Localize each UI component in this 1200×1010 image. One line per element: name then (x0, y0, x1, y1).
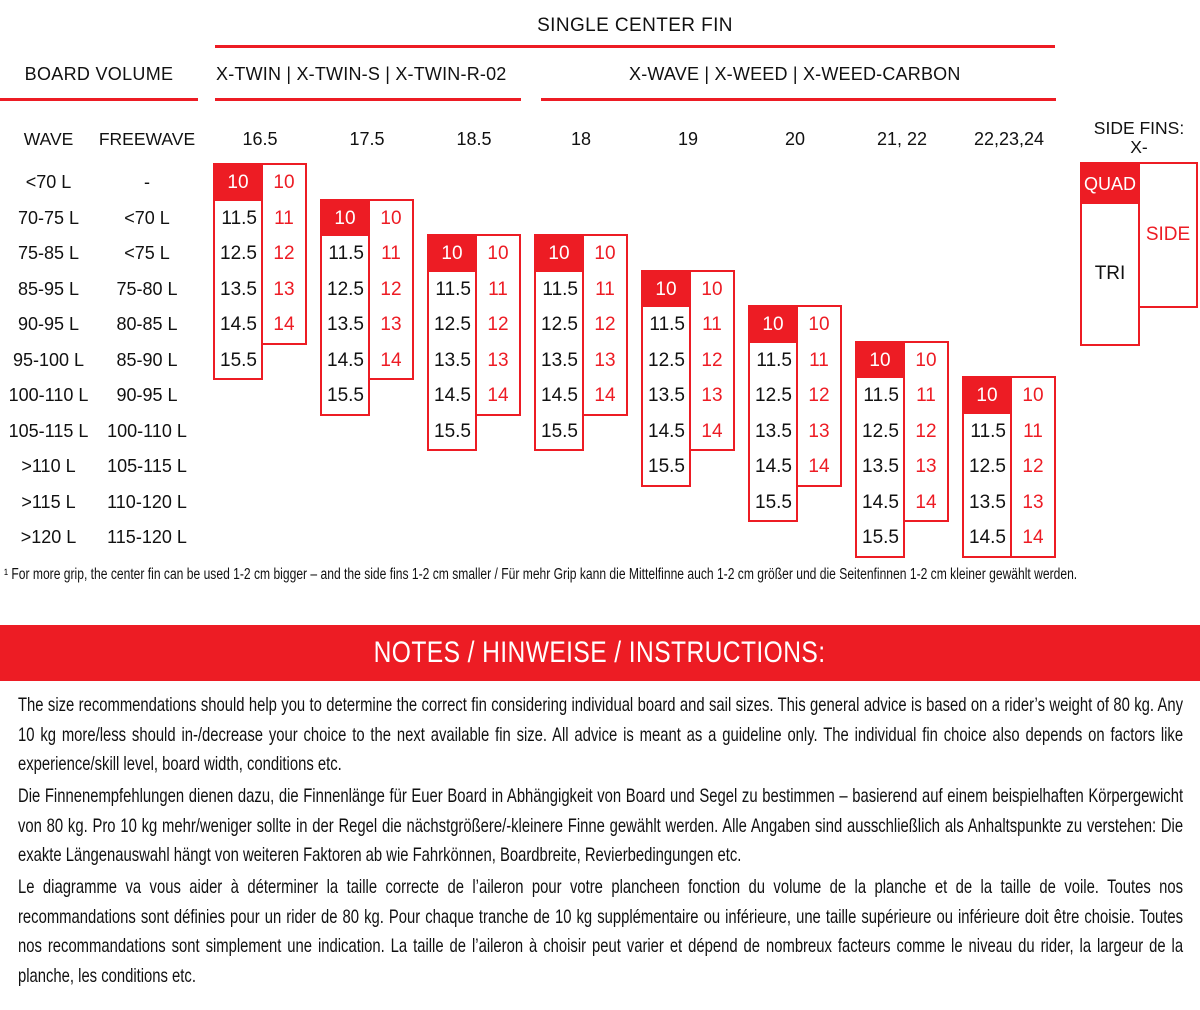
freewave-volume-cell: 90-95 L (116, 385, 178, 405)
center-fin-cell: 14.5 (755, 456, 792, 477)
freewave-volume-cell: <75 L (124, 243, 170, 263)
freewave-volume-cell: 85-90 L (116, 349, 178, 370)
center-fin-box (320, 199, 370, 416)
wave-volume-cell: 70-75 L (17, 207, 80, 228)
center-fin-cell: 14.5 (969, 527, 1006, 548)
center-fin-cell: 12.5 (755, 385, 792, 406)
side-fin-cell: 11 (916, 385, 936, 406)
side-fin-cell: 13 (915, 456, 937, 477)
wave-group-label: X-WAVE | X-WEED | X-WEED-CARBON (629, 64, 961, 84)
freewave-volume-cell: 110-120 L (107, 491, 187, 512)
side-fin-cell: 11 (488, 278, 508, 300)
side-fin-box (905, 341, 949, 523)
center-fin-box (534, 234, 584, 451)
center-fin-cell: 12.5 (220, 243, 257, 264)
freewave-volume-cell: 115-120 L (107, 527, 187, 547)
twin-group-label: X-TWIN | X-TWIN-S | X-TWIN-R-02 (216, 64, 507, 84)
center-fin-cell: 13.5 (648, 385, 685, 406)
side-fin-cell: 14 (487, 385, 509, 406)
side-fin-cell: 14 (808, 456, 830, 477)
center-fin-cell: 13.5 (969, 491, 1006, 513)
side-fin-cell: 14 (1022, 527, 1044, 548)
side-fin-cell: 13 (701, 385, 723, 406)
center-fin-cell: 10 (857, 343, 903, 379)
center-fin-cell: 11.5 (649, 314, 685, 335)
side-fin-cell: 14 (701, 420, 723, 442)
side-fin-cell: 11 (381, 243, 401, 264)
side-fin-cell: 13 (273, 278, 295, 300)
side-fin-cell: 10 (1022, 385, 1044, 406)
side-fin-cell: 11 (809, 349, 829, 371)
sail-size-header: 20 (784, 129, 806, 149)
center-fin-box (855, 341, 905, 558)
quad-label: QUAD (1082, 164, 1138, 204)
wave-volume-cell: 105-115 L (8, 420, 89, 441)
chart-title: SINGLE CENTER FIN (537, 15, 733, 36)
center-fin-cell: 15.5 (220, 349, 257, 371)
center-fin-box (213, 163, 263, 380)
center-fin-cell: 15.5 (434, 420, 471, 442)
center-fin-cell: 15.5 (541, 420, 578, 442)
side-fin-cell: 12 (808, 385, 830, 406)
center-fin-cell: 11.5 (435, 278, 471, 300)
center-fin-cell: 13.5 (541, 349, 578, 371)
center-fin-cell: 12.5 (862, 420, 899, 442)
notes-paragraph-en: The size recommendations should help you to determine the correct fin considering individual board and sail sizes. This general advice is based on a rider’s weight of 80 kg. Any 10 kg more/less should in-/decrease your choice to the next available fin size. All advice is meant as a guideline only. The individual fin choice also depends on factors like experience/skill level, board width, conditions etc. (18, 694, 1184, 776)
side-fin-cell: 13 (1022, 491, 1044, 513)
board-volume-underline (0, 98, 198, 101)
sail-size-header: 21, 22 (876, 129, 928, 149)
side-fin-cell: 10 (594, 243, 616, 264)
center-fin-cell: 11.5 (756, 349, 792, 371)
sail-size-header: 22,23,24 (973, 129, 1045, 149)
side-fin-box (584, 234, 628, 416)
center-fin-cell: 12.5 (434, 314, 471, 335)
side-fins-heading-line2: X- (1130, 137, 1148, 157)
center-fin-box (427, 234, 477, 451)
side-label: SIDE (1145, 224, 1191, 245)
side-fin-cell: 12 (273, 243, 295, 264)
side-fin-cell: 14 (380, 349, 402, 371)
notes-banner-text: NOTES / HINWEISE / INSTRUCTIONS: (374, 636, 826, 669)
sail-size-header: 17.5 (349, 129, 385, 149)
side-fin-cell: 13 (808, 420, 830, 442)
center-fin-box (748, 305, 798, 522)
wave-volume-cell: 85-95 L (17, 278, 80, 299)
side-fin-cell: 11 (1023, 420, 1043, 442)
side-fin-box (1012, 376, 1056, 558)
center-fin-cell: 13.5 (862, 456, 899, 477)
center-fin-cell: 14.5 (648, 420, 685, 442)
wave-group-underline (541, 98, 1056, 101)
side-fin-cell: 13 (594, 349, 616, 371)
center-fin-cell: 15.5 (755, 491, 792, 513)
side-fin-cell: 13 (487, 349, 509, 371)
side-fin-box (370, 199, 414, 381)
side-fin-cell: 10 (915, 349, 937, 371)
notes-paragraph-de: Die Finnenempfehlungen dienen dazu, die Finnenlänge für Euer Board in Abhängigkeit von Board und Segel zu bestimmen – basierend auf einem beispielhaften Körpergewicht von 80 kg. Pro 10 kg mehr/weniger sollte in der Regel die nächstgrößere/-kleinere Finne gewählt werden. Alle Angaben sind ausschließlich als Anhaltspunkte zu verstehen: Die exakte Längenauswahl hängt von weiteren Faktoren ab wie Fahrkönnen, Boardbreite, Revierbedingungen etc. (18, 785, 1184, 867)
center-fin-cell: 11.5 (542, 278, 578, 300)
wave-volume-cell: >115 L (21, 491, 76, 512)
freewave-volume-cell: - (144, 172, 150, 192)
center-fin-cell: 10 (536, 236, 582, 272)
center-fin-cell: 13.5 (220, 278, 257, 300)
center-fin-box (641, 270, 691, 487)
side-fin-box (798, 305, 842, 487)
wave-volume-cell: >120 L (20, 527, 77, 547)
center-fin-cell: 11.5 (863, 385, 899, 406)
center-fin-cell: 15.5 (327, 385, 364, 406)
center-fin-cell: 10 (429, 236, 475, 272)
side-fin-box (263, 163, 307, 345)
wave-volume-cell: 90-95 L (17, 314, 80, 334)
side-fin-cell: 12 (915, 420, 937, 442)
center-fin-cell: 10 (215, 165, 261, 201)
center-fin-cell: 12.5 (648, 349, 685, 371)
side-fin-cell: 14 (273, 314, 295, 335)
side-fin-cell: 12 (380, 278, 402, 300)
center-fin-cell: 14.5 (327, 349, 364, 371)
center-fin-cell: 10 (322, 201, 368, 237)
center-fin-cell: 14.5 (434, 385, 471, 406)
freewave-volume-cell: 80-85 L (116, 314, 178, 334)
side-fin-cell: 14 (915, 491, 937, 513)
center-fin-cell: 14.5 (220, 314, 257, 335)
side-fin-box (477, 234, 521, 416)
side-fin-cell: 12 (1022, 456, 1044, 477)
freewave-column-header: FREEWAVE (98, 129, 196, 149)
wave-volume-cell: 95-100 L (12, 349, 85, 370)
side-fin-cell: 10 (808, 314, 830, 335)
wave-volume-cell: 100-110 L (8, 385, 89, 405)
center-fin-cell: 13.5 (755, 420, 792, 442)
tri-label: TRI (1094, 263, 1126, 284)
notes-paragraph-fr: Le diagramme va vous aider à déterminer la taille correcte de l’aileron pour votre plancheen fonction du volume de la planche et de la taille de voile. Toutes nos recommandations sont définies pour un rider de 80 kg. Pour chaque tranche de 10 kg supplémentaire ou inférieure, une taille supérieure ou inférieure doit être choisie. Toutes nos recommandations sont simplement une indication. La taille de l’aileron à choisir peut varier et dépend de nombreux facteurs comme le niveau du rider, la largeur de la planche, les conditions etc. (18, 876, 1184, 987)
center-fin-cell: 10 (964, 378, 1010, 414)
wave-volume-cell: >110 L (21, 456, 76, 476)
freewave-volume-cell: 105-115 L (107, 456, 187, 476)
side-fin-cell: 10 (487, 243, 509, 264)
center-fin-cell: 15.5 (648, 456, 685, 477)
freewave-volume-cell: 100-110 L (107, 420, 187, 441)
side-fin-cell: 12 (701, 349, 723, 371)
center-fin-cell: 14.5 (862, 491, 899, 513)
center-fin-cell: 13.5 (327, 314, 364, 335)
side-fin-cell: 12 (594, 314, 616, 335)
center-fin-cell: 13.5 (434, 349, 471, 371)
side-fin-cell: 14 (594, 385, 616, 406)
side-fin-cell: 12 (487, 314, 509, 335)
side-fins-heading (1078, 119, 1200, 157)
footnote: ¹ For more grip, the center fin can be used 1-2 cm bigger – and the side fins 1-2 cm smaller / Für mehr Grip kann die Mittelfinne auch 1-2 cm größer und die Seitenfinnen 1-2 cm kleiner gewählt werden. (4, 566, 1078, 583)
center-fin-cell: 15.5 (862, 527, 899, 548)
center-fin-cell: 12.5 (327, 278, 364, 300)
sail-size-header: 18.5 (456, 129, 492, 149)
wave-column-header: WAVE (23, 129, 74, 149)
legend-side-box (1140, 162, 1198, 308)
side-fin-cell: 13 (380, 314, 402, 335)
freewave-volume-cell: <70 L (124, 207, 170, 228)
side-fin-box (691, 270, 735, 452)
side-fin-cell: 10 (701, 278, 723, 300)
side-fin-cell: 10 (273, 172, 295, 193)
wave-volume-cell: 75-85 L (17, 243, 80, 263)
center-fin-cell: 11.5 (970, 420, 1006, 442)
center-fin-cell: 10 (643, 272, 689, 308)
twin-group-underline (215, 98, 521, 101)
side-fin-cell: 11 (702, 314, 722, 335)
legend-quad-tri-box (1080, 162, 1140, 346)
side-fin-cell: 11 (595, 278, 615, 300)
board-volume-label: BOARD VOLUME (24, 64, 174, 84)
sail-size-header: 16.5 (242, 129, 278, 149)
side-fin-cell: 11 (274, 207, 294, 229)
center-fin-box (962, 376, 1012, 558)
center-fin-cell: 12.5 (541, 314, 578, 335)
center-fin-cell: 11.5 (221, 207, 257, 229)
center-fin-cell: 12.5 (969, 456, 1006, 477)
freewave-volume-cell: 75-80 L (116, 278, 178, 299)
title-underline (215, 45, 1055, 48)
center-fin-cell: 10 (750, 307, 796, 343)
sail-size-header: 18 (570, 129, 592, 149)
side-fins-heading-line1: SIDE FINS: (1093, 118, 1185, 138)
sail-size-header: 19 (677, 129, 699, 149)
notes-banner (0, 625, 1200, 681)
center-fin-cell: 14.5 (541, 385, 578, 406)
side-fin-cell: 10 (380, 207, 402, 229)
center-fin-cell: 11.5 (328, 243, 364, 264)
wave-volume-cell: <70 L (25, 172, 72, 192)
